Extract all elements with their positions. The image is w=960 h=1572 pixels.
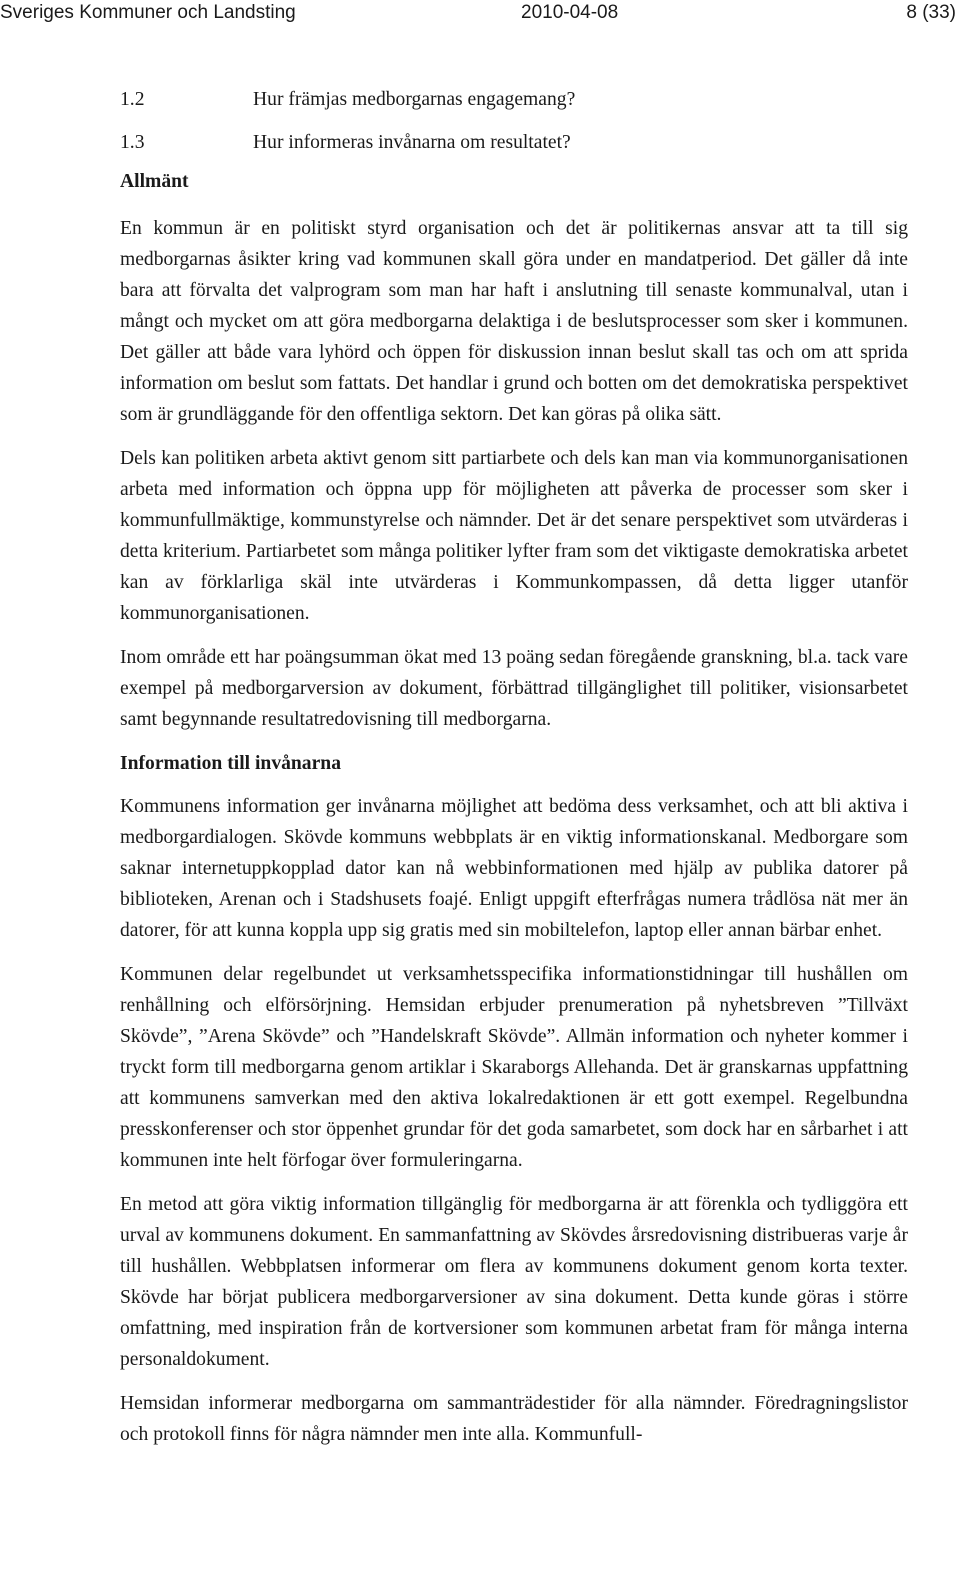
toc-title: Hur informeras invånarna om resultatet?: [253, 132, 571, 153]
paragraph: Inom område ett har poängsumman ökat med 13 poäng sedan föregående granskning, bl.a. tack vare exempel på medborgarversion av dokument, förbättrad tillgänglighet till politiker, visionsarbetet samt begynnande resultatredovisning till medborgarna.: [120, 647, 908, 730]
toc-title: Hur främjas medborgarnas engagemang?: [253, 89, 576, 110]
paragraph: Hemsidan informerar medborgarna om sammanträdestider för alla nämnder. Föredragningslistor och protokoll finns för några nämnder men inte alla. Kommunfull-: [120, 1393, 908, 1445]
paragraph: Kommunens information ger invånarna möjlighet att bedöma dess verksamhet, och att bli aktiva i medborgardialogen. Skövde kommuns webbplats är en viktig informationskanal. Medborgare som saknar internetuppkopplad dator kan nå webbinformationen med hjälp av publika datorer på biblioteken, Arenan och i Stadshusets foajé. Enligt uppgift efterfrågas numera trådlösa nät mer än datorer, för att kunna koppla upp sig gratis med sin mobiltelefon, laptop eller annan bärbar enhet.: [120, 796, 908, 941]
document-body: [120, 84, 908, 1463]
page-header: [0, 0, 960, 26]
paragraph: En metod att göra viktig information tillgänglig för medborgarna är att förenkla och tydliggöra ett urval av kommunens dokument. En sammanfattning av Skövdes årsredovisning distribueras varje år till hushållen. Webbplatsen informerar om flera av kommunens dokument genom korta texter. Skövde har börjat publicera medborgarversioner av sina dokument. Detta kunde göras i större omfattning, med inspiration från de kortversioner som kommunen arbetat fram för många interna personaldokument.: [120, 1194, 908, 1370]
toc-row: [120, 127, 908, 158]
toc-row: [120, 84, 908, 115]
section-heading-allmant: Allmänt: [120, 171, 189, 192]
toc-number: 1.3: [120, 132, 145, 153]
paragraph: En kommun är en politiskt styrd organisation och det är politikernas ansvar att ta till sig medborgarnas åsikter kring vad kommunen skall göra under en mandatperiod. Det gäller då inte bara att förvalta det valprogram som man har haft i anslutning till senaste kommunalval, utan i mångt och mycket om att göra medborgarna delaktiga i de beslutsprocesser som sker i kommunen. Det gäller att både vara lyhörd och öppen för diskussion innan beslut skall tas och om att sprida information om beslut som fattats. Det handlar i grund och botten om det demokratiska perspektivet som är grundläggande för den offentliga sektorn. Det kan göras på olika sätt.: [120, 218, 908, 425]
toc-number: 1.2: [120, 89, 145, 110]
header-page-number: 8 (33): [906, 2, 956, 23]
header-organization: Sveriges Kommuner och Landsting: [0, 2, 296, 23]
paragraph: Dels kan politiken arbeta aktivt genom sitt partiarbete och dels kan man via kommunorganisationen arbeta med information och öppna upp för möjligheten att påverka de processer som sker i kommunfullmäktige, kommunstyrelse och nämnder. Det är det senare perspektivet som utvärderas i detta kriterium. Partiarbetet som många politiker lyfter fram som det viktigaste demokratiska arbetet kan av förklarliga skäl inte utvärderas i Kommunkompassen, då detta ligger utanför kommunorganisationen.: [120, 448, 908, 624]
header-date: 2010-04-08: [521, 2, 619, 23]
paragraph: Kommunen delar regelbundet ut verksamhetsspecifika informationstidningar till hushållen om renhållning och elförsörjning. Hemsidan erbjuder prenumeration på nyhetsbreven ”Tillväxt Skövde”, ”Arena Skövde” och ”Handelskraft Skövde”. Allmän information och nyheter kommer i tryckt form till medborgarna genom artiklar i Skaraborgs Allehanda. Det är granskarnas uppfattning att kommunens samverkan med den aktiva lokalredaktionen är ett gott exempel. Regelbundna presskonferenser och stor öppenhet grundar för det goda samarbetet, som dock har en sårbarhet i att kommunen inte helt förfogar över formuleringarna.: [120, 964, 908, 1171]
section-heading-information: Information till invånarna: [120, 753, 341, 774]
